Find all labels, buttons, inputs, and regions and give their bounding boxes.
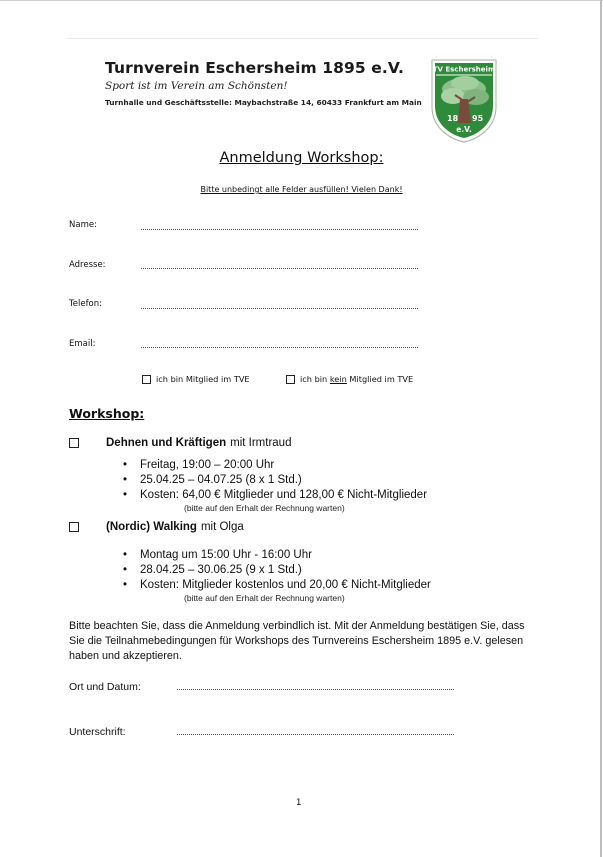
page-right-border — [600, 0, 602, 857]
workshop-option-1[interactable] — [69, 437, 291, 449]
workshop-2-checkbox[interactable] — [69, 522, 79, 532]
crest-year-right: 95 — [472, 114, 484, 123]
member-option[interactable] — [142, 374, 250, 384]
form-instruction: Bitte unbedingt alle Felder ausfüllen! Vielen Dank! — [200, 185, 403, 194]
nonmember-suffix: Mitglied im TVE — [349, 374, 414, 384]
workshop-2-schedule: • Montag um 15:00 Uhr - 16:00 Uhr — [123, 548, 431, 563]
binding-notice: Bitte beachten Sie, dass die Anmeldung verbindlich ist. Mit der Anmeldung bestätigen Sie, dass Sie die Teilnahmebedingungen für Workshops des Turnvereins Eschersheim 1895 e.V. gelesen haben und akzeptieren. — [69, 620, 525, 662]
place-date-label: Ort und Datum: — [69, 681, 141, 693]
club-slogan: Sport ist im Verein am Schönsten! — [105, 80, 288, 92]
nonmember-emphasis: kein — [329, 374, 347, 384]
workshop-1-dates: • 25.04.25 – 04.07.25 (8 x 1 Std.) — [123, 473, 427, 488]
workshop-2-costs: • Kosten: Mitglieder kostenlos und 20,00 € Nicht-Mitglieder — [123, 578, 431, 593]
workshop-1-costs: • Kosten: 64,00 € Mitglieder und 128,00 € Nicht-Mitglieder — [123, 488, 427, 503]
club-name: Turnverein Eschersheim 1895 e.V. — [105, 59, 404, 77]
workshop-1-note: (bitte auf den Erhalt der Rechnung warten) — [184, 503, 345, 513]
workshop-2-note: (bitte auf den Erhalt der Rechnung warten) — [184, 593, 345, 603]
page-top-border — [0, 0, 603, 1]
club-address: Turnhalle und Geschäftsstelle: Maybachstraße 14, 60433 Frankfurt am Main — [105, 98, 422, 107]
address-field[interactable] — [141, 268, 418, 269]
crest-text-top: TV Eschersheim — [432, 65, 496, 74]
crest-suffix: e.V. — [456, 125, 472, 134]
signature-label: Unterschrift: — [69, 726, 126, 738]
nonmember-checkbox[interactable] — [286, 375, 295, 384]
workshop-option-2[interactable] — [69, 521, 244, 533]
member-checkbox[interactable] — [142, 375, 151, 384]
workshop-1-checkbox[interactable] — [69, 438, 79, 448]
name-label: Name: — [69, 220, 97, 230]
club-logo-crest — [431, 59, 497, 143]
workshop-1-schedule: • Freitag, 19:00 – 20:00 Uhr — [123, 458, 427, 473]
workshop-2-dates: • 28.04.25 – 30.06.25 (9 x 1 Std.) — [123, 563, 431, 578]
crest-year-left: 18 — [447, 114, 459, 123]
header-rule — [66, 38, 538, 39]
member-option-label: ich bin Mitglied im TVE — [156, 374, 250, 384]
nonmember-prefix: ich bin — [300, 374, 328, 384]
workshop-1-name: Dehnen und Kräftigen — [106, 437, 227, 449]
phone-field[interactable] — [141, 308, 418, 309]
signature-field[interactable] — [177, 734, 454, 735]
page-number: 1 — [296, 798, 302, 808]
place-date-field[interactable] — [177, 689, 454, 690]
name-field[interactable] — [141, 229, 418, 230]
workshop-2-details — [123, 548, 431, 593]
email-field[interactable] — [141, 347, 418, 348]
workshop-1-details — [123, 458, 427, 503]
nonmember-option[interactable] — [286, 374, 413, 384]
workshop-1-trainer: mit Irmtraud — [230, 437, 292, 449]
form-title: Anmeldung Workshop: — [219, 150, 384, 166]
address-label: Adresse: — [69, 260, 106, 270]
workshop-2-trainer: mit Olga — [200, 521, 244, 533]
email-label: Email: — [69, 339, 96, 349]
workshop-heading: Workshop: — [69, 406, 145, 421]
workshop-2-name: (Nordic) Walking — [106, 521, 197, 533]
phone-label: Telefon: — [69, 299, 103, 309]
